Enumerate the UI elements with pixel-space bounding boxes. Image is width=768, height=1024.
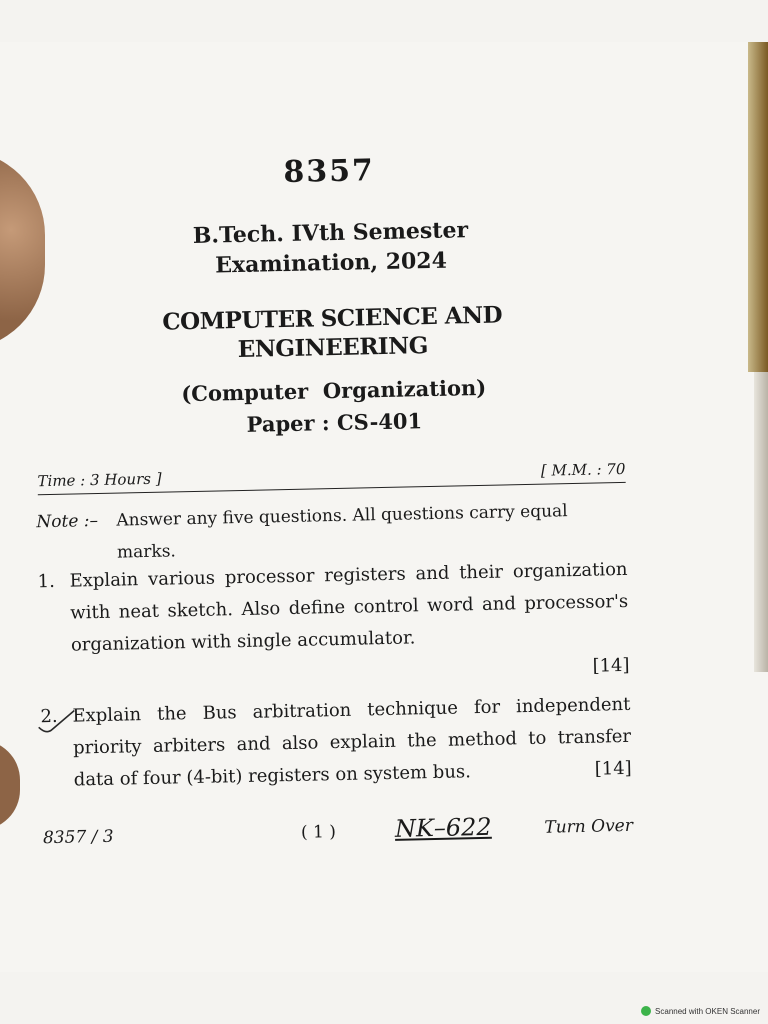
question-number: 1. <box>37 570 56 593</box>
subject-title: (Computer Organization) <box>181 374 487 407</box>
scanner-logo-icon <box>641 1006 651 1016</box>
note-text-line-2: marks. <box>116 541 177 563</box>
page-footer <box>42 812 634 849</box>
question-item <box>37 554 630 694</box>
department-line-2: ENGINEERING <box>237 332 429 364</box>
scanner-watermark <box>641 1006 760 1016</box>
question-text: Explain various processor registers and their organization with neat sketch. Also define control word and processor's organization with single accumulator. <box>69 558 629 656</box>
note-text-line-1: Answer any five questions. All questions carry equal <box>116 501 568 531</box>
question-item <box>40 689 632 797</box>
semester-title: B.Tech. IVth Semester <box>192 217 469 249</box>
exam-paper <box>19 134 654 867</box>
scanner-watermark-text: Scanned with OKEN Scanner <box>655 1006 760 1016</box>
page-number: ( 1 ) <box>300 822 337 843</box>
question-marks: [14] <box>592 654 630 677</box>
question-marks: [14] <box>594 757 632 780</box>
turn-over-label: Turn Over <box>544 815 634 838</box>
time-marks-row <box>37 460 625 495</box>
department-line-1: COMPUTER SCIENCE AND <box>162 301 503 336</box>
question-number: 2. <box>40 705 58 728</box>
question-text <box>72 689 632 797</box>
note-label: Note :– <box>36 510 99 533</box>
footer-code: NK–622 <box>394 812 492 843</box>
time-label: Time : 3 Hours ] <box>37 469 162 491</box>
max-marks-label: [ M.M. : 70 <box>540 459 626 480</box>
footer-paper-ref: 8357 / 3 <box>42 826 114 849</box>
exam-title: Examination, 2024 <box>214 247 448 279</box>
paper-number: Paper : CS-401 <box>246 408 423 437</box>
page-edge-shadow <box>754 372 768 672</box>
question-text-body: Explain the Bus arbitration technique for independent priority arbiters and also explain the method to transfer data of four (4-bit) registers on system bus. <box>72 693 632 791</box>
background-edge <box>748 42 768 372</box>
paper-code: 8357 <box>283 153 376 191</box>
